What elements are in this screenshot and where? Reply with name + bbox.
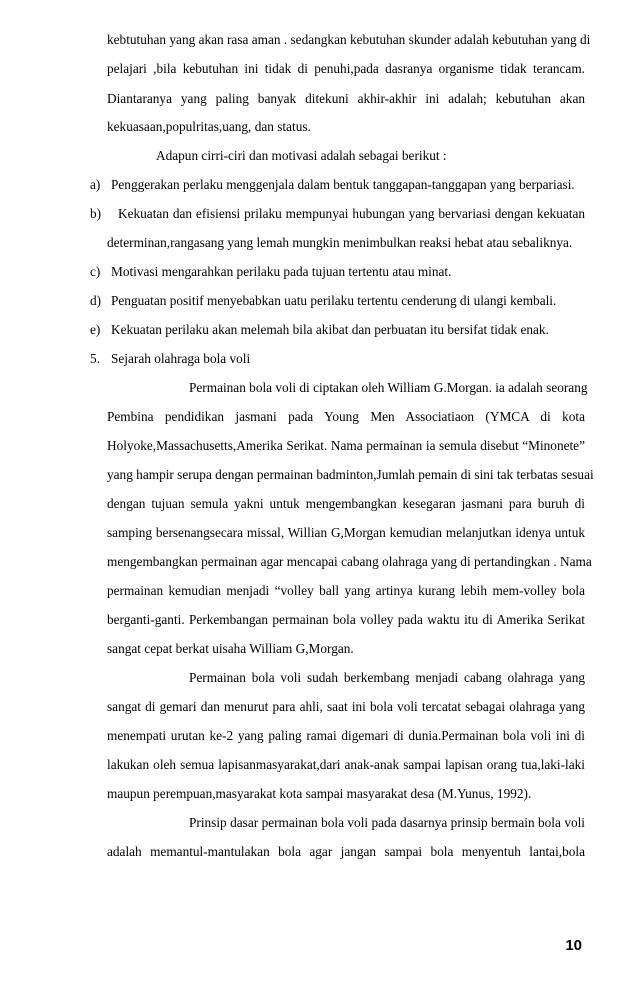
text-line <box>0 232 638 254</box>
line-text: kebtutuhan yang akan rasa aman . sedangkan kebutuhan skunder adalah kebutuhan yang di <box>107 32 591 47</box>
text-line <box>0 609 638 631</box>
line-text: Kekuatan perilaku akan melemah bila akibat dan perbuatan itu bersifat tidak enak. <box>111 322 549 337</box>
text-line <box>0 522 638 544</box>
list-marker: e) <box>90 322 101 337</box>
text-line <box>0 667 638 689</box>
text-line <box>0 88 638 110</box>
text-line <box>0 29 638 51</box>
line-text: Pembina pendidikan jasmani pada Young Men Associatiaon (YMCA di kota <box>107 409 585 424</box>
list-item <box>0 319 638 341</box>
text-line <box>0 116 638 138</box>
text-line <box>0 841 638 863</box>
line-text: Sejarah olahraga bola voli <box>111 351 251 366</box>
text-line <box>0 696 638 718</box>
line-text: Penguatan positif menyebabkan uatu perilaku tertentu cenderung di ulangi kembali. <box>111 293 557 308</box>
line-text: berganti-ganti. Perkembangan permainan bola volley pada waktu itu di Amerika Serikat <box>107 612 585 627</box>
line-text: Penggerakan perlaku menggenjala dalam bentuk tanggapan-tanggapan yang berpariasi. <box>111 177 575 192</box>
line-text: Adapun cirri-ciri dan motivasi adalah sebagai berikut : <box>156 148 447 163</box>
text-line <box>0 551 638 573</box>
list-marker: d) <box>90 293 102 308</box>
section-heading <box>0 348 638 370</box>
text-line <box>0 493 638 515</box>
list-item <box>0 174 638 196</box>
line-text: determinan,rangasang yang lemah mungkin menimbulkan reaksi hebat atau sebaliknya. <box>107 235 573 250</box>
line-text: samping bersenangsecara missal, Willian G,Morgan kemudian melanjutkan idenya untuk <box>107 525 585 540</box>
text-line <box>0 464 638 486</box>
text-line <box>0 638 638 660</box>
line-text: Holyoke,Massachusetts,Amerika Serikat. Nama permainan ia semula disebut “Minonete” <box>107 438 585 453</box>
line-text: sangat di gemari dan menurut para ahli, saat ini bola voli tercatat sebagai olahraga yang <box>107 699 585 714</box>
line-text: Diantaranya yang paling banyak ditekuni akhir-akhir ini adalah; kebutuhan akan <box>107 91 585 106</box>
list-item <box>0 261 638 283</box>
line-text: kekuasaan,populritas,uang, dan status. <box>107 119 311 134</box>
text-line <box>0 754 638 776</box>
text-line <box>0 725 638 747</box>
line-text: adalah memantul-mantulakan bola agar jangan sampai bola menyentuh lantai,bola <box>107 844 585 859</box>
line-text: menempati urutan ke-2 yang paling ramai digemari di dunia.Permainan bola voli ini di <box>107 728 585 743</box>
text-line <box>0 406 638 428</box>
page-number: 10 <box>565 937 582 954</box>
list-marker: a) <box>90 177 101 192</box>
text-line <box>0 377 638 399</box>
line-text: Prinsip dasar permainan bola voli pada dasarnya prinsip bermain bola voli <box>189 815 585 830</box>
line-text: Motivasi mengarahkan perilaku pada tujuan tertentu atau minat. <box>111 264 452 279</box>
line-text: Kekuatan dan efisiensi prilaku mempunyai hubungan yang bervariasi dengan kekuatan <box>118 206 585 221</box>
line-text: mengembangkan permainan agar mencapai cabang olahraga yang di pertandingkan . Nama <box>107 554 592 569</box>
text-line <box>0 435 638 457</box>
text-line <box>0 783 638 805</box>
line-text: Permainan bola voli di ciptakan oleh William G.Morgan. ia adalah seorang <box>189 380 588 395</box>
list-item <box>0 290 638 312</box>
line-text: maupun perempuan,masyarakat kota sampai masyarakat desa (M.Yunus, 1992). <box>107 786 532 801</box>
line-text: Permainan bola voli sudah berkembang menjadi cabang olahraga yang <box>189 670 585 685</box>
list-item <box>0 203 638 225</box>
line-text: lakukan oleh semua lapisanmasyarakat,dari anak-anak sampai lapisan orang tua,laki-laki <box>107 757 585 772</box>
line-text: dengan tujuan semula yakni untuk mengembangkan kesegaran jasmani para buruh di <box>107 496 585 511</box>
text-line <box>0 812 638 834</box>
line-text: permainan kemudian menjadi “volley ball yang artinya kurang lebih mem-volley bola <box>107 583 585 598</box>
list-marker: c) <box>90 264 101 279</box>
line-text: pelajari ,bila kebutuhan ini tidak di penuhi,pada dasranya organisme tidak terancam. <box>107 61 585 76</box>
list-marker: 5. <box>90 351 100 366</box>
text-line <box>0 145 638 167</box>
text-line <box>0 580 638 602</box>
list-marker: b) <box>90 206 102 221</box>
line-text: yang hampir serupa dengan permainan badminton,Jumlah pemain di sini tak terbatas sesuai <box>107 467 594 482</box>
line-text: sangat cepat berkat uisaha William G,Morgan. <box>107 641 354 656</box>
text-line <box>0 58 638 80</box>
